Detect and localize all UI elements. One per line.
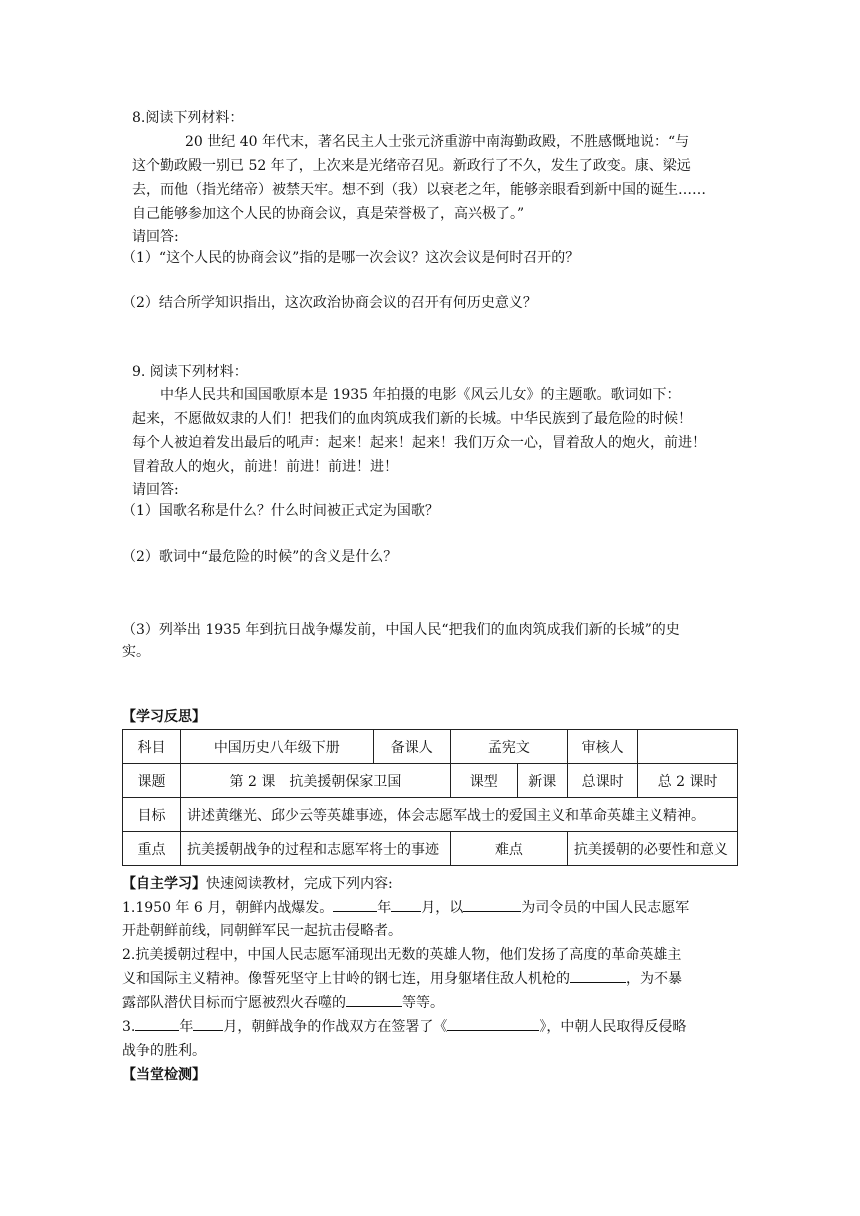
q9-title: 9. 阅读下列材料： (132, 364, 248, 380)
self-study-heading: 【自主学习】 (122, 876, 206, 892)
preparer-value: 孟宪文 (450, 730, 567, 764)
lesson-type-label: 课型 (450, 764, 517, 798)
q8-material-line: 20 世纪 40 年代末，著名民主人士张元济重游中南海勤政殿，不胜感慨地说：“与 (185, 134, 690, 150)
q8-title: 8.阅读下列材料： (132, 110, 244, 126)
blank-month[interactable] (193, 1016, 223, 1031)
total-hours-value: 总 2 课时 (638, 764, 738, 798)
table-row (123, 832, 738, 866)
q8-material-line: 这个勤政殿一别已 52 年了，上次来是光绪帝召见。新政行了不久，发生了政变。康、梁远 (132, 158, 691, 174)
total-hours-label: 总课时 (567, 764, 637, 798)
q9-material-line: 冒着敌人的炮火，前进！前进！前进！进！ (132, 459, 398, 475)
table-row (123, 764, 738, 798)
blank-year[interactable] (333, 897, 377, 912)
table-row (123, 798, 738, 832)
topic-value: 第 2 课 抗美援朝保家卫国 (181, 764, 451, 798)
fill-item-3-cont: 战争的胜利。 (122, 1043, 206, 1059)
fill-item-2: 2.抗美援朝过程中，中国人民志愿军涌现出无数的英雄人物，他们发扬了高度的革命英雄主 (122, 947, 682, 963)
fill-item-3: 3. 年 月，朝鲜战争的作战双方在签署了《 》，中朝人民取得反侵略 (122, 1016, 686, 1038)
topic-label: 课题 (123, 764, 181, 798)
table-row (123, 730, 738, 764)
q9-prompt: 请回答: (132, 482, 179, 498)
lesson-info-table (122, 729, 738, 866)
reflection-heading: 【学习反思】 (122, 709, 206, 725)
q8-sub-question-1: （1）“这个人民的协商会议”指的是哪一次会议？这次会议是何时召开的？ (122, 250, 580, 266)
key-point-value: 抗美援朝战争的过程和志愿军将士的事迹 (181, 832, 451, 866)
fill-item-1-cont: 开赴朝鲜前线，同朝鲜军民一起抗击侵略者。 (122, 923, 402, 939)
q9-sub-question-3-cont: 实。 (122, 644, 150, 660)
lesson-type-value: 新课 (517, 764, 567, 798)
q9-sub-question-3: （3）列举出 1935 年到抗日战争爆发前，中国人民“把我们的血肉筑成我们新的长城”的史 (122, 622, 680, 638)
blank-hero-1[interactable] (570, 968, 626, 983)
difficulty-label: 难点 (450, 832, 567, 866)
self-study-header (122, 873, 393, 895)
blank-agreement[interactable] (447, 1016, 539, 1031)
q8-material-line: 去，而他（指光绪帝）被禁天牢。想不到（我）以衰老之年，能够亲眼看到新中国的诞生…… (132, 182, 706, 198)
objective-label: 目标 (123, 798, 181, 832)
blank-month[interactable] (391, 897, 421, 912)
q8-sub-question-2: （2）结合所学知识指出，这次政治协商会议的召开有何历史意义？ (122, 295, 537, 311)
fill-item-1: 1.1950 年 6 月，朝鲜内战爆发。 年 月，以 为司令员的中国人民志愿军 (122, 897, 689, 919)
blank-hero-2[interactable] (346, 992, 402, 1007)
self-study-instruction: 快速阅读教材，完成下列内容: (206, 876, 393, 892)
fill-item-2-cont: 露部队潜伏目标而宁愿被烈火吞噬的 等等。 (122, 992, 444, 1014)
preparer-label: 备课人 (373, 730, 450, 764)
q9-material-line: 起来，不愿做奴隶的人们！把我们的血肉筑成我们新的长城。中华民族到了最危险的时候！ (132, 411, 692, 427)
blank-commander[interactable] (463, 897, 521, 912)
check-heading: 【当堂检测】 (122, 1067, 206, 1083)
q8-prompt: 请回答: (132, 229, 179, 245)
blank-year[interactable] (135, 1016, 179, 1031)
fill-item-2-cont: 义和国际主义精神。像誓死坚守上甘岭的钢七连，用身躯堵住敌人机枪的 ，为不暴 (122, 968, 682, 990)
reviewer-label: 审核人 (567, 730, 637, 764)
q9-material-line: 每个人被迫着发出最后的吼声：起来！起来！起来！我们万众一心，冒着敌人的炮火，前进！ (132, 435, 706, 451)
q9-material-line: 中华人民共和国国歌原本是 1935 年拍摄的电影《风云儿女》的主题歌。歌词如下： (160, 387, 681, 403)
difficulty-value: 抗美援朝的必要性和意义 (567, 832, 737, 866)
q8-material-line: 自己能够参加这个人民的协商会议，真是荣誉极了，高兴极了。” (132, 206, 525, 222)
subject-label: 科目 (123, 730, 181, 764)
key-point-label: 重点 (123, 832, 181, 866)
q9-sub-question-2: （2）歌词中“最危险的时候”的含义是什么？ (122, 549, 398, 565)
q9-sub-question-1: （1）国歌名称是什么？什么时间被正式定为国歌？ (122, 503, 439, 519)
subject-value: 中国历史八年级下册 (181, 730, 374, 764)
objective-value: 讲述黄继光、邱少云等英雄事迹，体会志愿军战士的爱国主义和革命英雄主义精神。 (181, 798, 738, 832)
reviewer-value (638, 730, 738, 764)
